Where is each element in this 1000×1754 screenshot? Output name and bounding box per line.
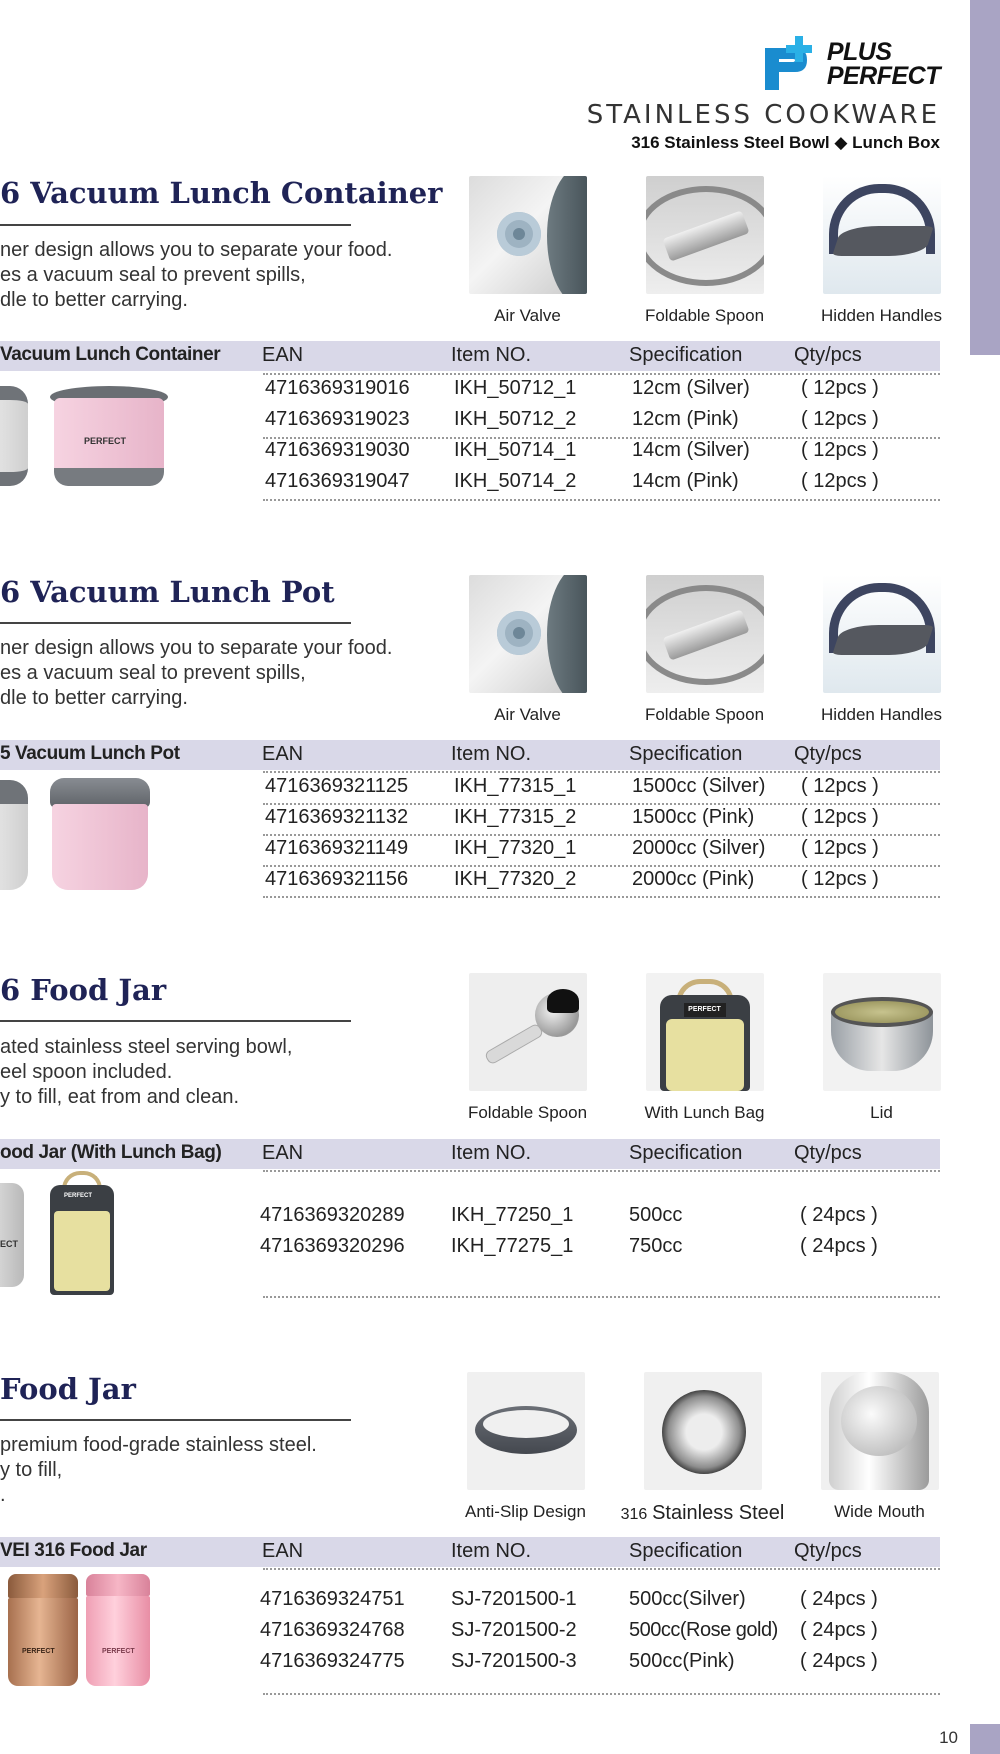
row-divider [263,1693,940,1695]
brand-logo [761,34,940,94]
feature-foldable-spoon [617,575,792,725]
cell-item: IKH_50714_1 [454,439,577,461]
stainless-steel-icon [644,1372,762,1490]
cell-item: IKH_50712_1 [454,377,577,399]
col-qty: Qty/pcs [794,743,862,765]
cell-ean: 4716369319047 [265,470,410,492]
feature-anti-slip [438,1372,613,1522]
feature-label [615,1502,790,1525]
table-row [263,436,940,467]
table-header [0,740,940,770]
section-description [0,238,392,313]
col-ean: EAN [262,1142,304,1164]
cell-qty: ( 24pcs ) [800,1619,878,1641]
cell-item: IKH_50712_2 [454,408,577,430]
foldable-spoon-icon [646,575,764,693]
page-title: STAINLESS COOKWARE [586,100,940,130]
air-valve-icon [469,575,587,693]
table-row [263,834,940,865]
desc-line: ner design allows you to separate your food. [0,239,393,261]
foldable-spoon-icon [646,176,764,294]
section-description [0,1035,292,1110]
cell-ean: 4716369320289 [260,1204,405,1226]
title-rule [0,224,351,226]
desc-line: y to fill, eat from and clean. [0,1086,240,1108]
cell-ean: 4716369320296 [260,1235,405,1257]
cell-spec: 2000cc (Silver) [632,837,766,859]
cell-spec: 500cc(Pink) [629,1650,735,1672]
product-photo-silver-container [0,386,28,486]
table-row [263,803,940,834]
section-description [0,636,392,711]
section-food-jar [0,973,950,1303]
desc-line: ner design allows you to separate your food. [0,637,393,659]
lunch-bag-icon [646,973,764,1091]
table-row [263,772,940,803]
cell-item: SJ-7201500-3 [451,1650,577,1672]
cell-ean: 4716369319016 [265,377,410,399]
cell-spec: 500cc(Rose gold) [629,1619,778,1641]
cell-spec: 500cc(Silver) [629,1588,746,1610]
cell-ean: 4716369324768 [260,1619,405,1641]
desc-line: es a vacuum seal to prevent spills, [0,662,306,684]
wide-mouth-icon [821,1372,939,1490]
feature-label: Anti-Slip Design [465,1502,586,1521]
row-divider [263,1568,940,1570]
row-divider [263,1170,940,1172]
cell-qty: ( 12pcs ) [801,439,879,461]
cell-item: IKH_50714_2 [454,470,577,492]
cell-item: IKH_77320_2 [454,868,577,890]
section-title: 6 Vacuum Lunch Pot [0,575,335,609]
cell-spec: 12cm (Silver) [632,377,750,399]
title-rule [0,622,351,624]
section-vacuum-lunch-container [0,176,950,506]
product-photo-steel-jar [0,1183,24,1287]
product-photo-pink-jar [86,1574,150,1686]
cell-ean: 4716369324775 [260,1650,405,1672]
cell-item: IKH_77250_1 [451,1204,574,1226]
col-product: 5 Vacuum Lunch Pot [0,743,180,764]
col-item: Item NO. [451,344,532,366]
cell-ean: 4716369321132 [265,806,409,828]
product-photo-silver-pot [0,780,28,890]
cell-spec: 2000cc (Pink) [632,868,755,890]
col-ean: EAN [262,743,304,765]
lid-icon [823,973,941,1091]
table-row [263,865,940,896]
section-vacuum-lunch-pot [0,575,950,905]
brand-name [827,40,940,88]
col-ean: EAN [262,1540,304,1562]
cell-item: IKH_77315_1 [454,775,577,797]
feature-label: Air Valve [494,306,561,325]
side-tab-bottom [970,1724,1000,1754]
jar-brand-label: PERFECT [22,1648,55,1655]
col-product: VEI 316 Food Jar [0,1540,147,1561]
section-description [0,1433,317,1508]
feature-316-stainless [615,1372,790,1525]
jar-brand-label: PERFECT [102,1648,135,1655]
row-divider [263,499,940,501]
cell-spec: 12cm (Pink) [632,408,739,430]
side-tab [970,0,1000,355]
cell-ean: 4716369319023 [265,408,410,430]
product-photo-lunch-bag [50,1171,114,1295]
col-qty: Qty/pcs [794,1540,862,1562]
cell-qty: ( 12pcs ) [801,806,879,828]
feature-foldable-spoon [617,176,792,326]
col-product: Vacuum Lunch Container [0,344,221,365]
desc-line: y to fill, [0,1459,63,1481]
desc-line: es a vacuum seal to prevent spills, [0,264,306,286]
brand-line-2: PERFECT [826,62,940,90]
cell-spec: 14cm (Pink) [632,470,739,492]
cell-qty: ( 24pcs ) [800,1204,878,1226]
feature-hidden-handles [794,575,969,725]
jar-brand-label: ECT [0,1239,18,1249]
feature-hidden-handles [794,176,969,326]
cell-qty: ( 12pcs ) [801,408,879,430]
row-divider [263,1296,940,1298]
desc-line: dle to better carrying. [0,687,188,709]
desc-line: . [0,1484,6,1506]
cell-ean: 4716369319030 [265,439,410,461]
col-spec: Specification [629,1142,743,1164]
feature-label: Foldable Spoon [467,1103,588,1122]
table-row [260,1232,937,1263]
foldable-spoon-icon [469,973,587,1091]
cell-qty: ( 12pcs ) [801,775,879,797]
hidden-handles-icon [823,575,941,693]
cell-item: IKH_77320_1 [454,837,577,859]
section-title: 6 Food Jar [0,973,167,1007]
cell-qty: ( 24pcs ) [800,1235,878,1257]
cell-qty: ( 12pcs ) [801,837,879,859]
table-row [260,1647,937,1678]
hidden-handles-icon [823,176,941,294]
col-product: ood Jar (With Lunch Bag) [0,1142,222,1163]
feature-label: Hidden Handles [821,705,942,724]
table-row [263,374,940,405]
section-title: Food Jar [0,1372,136,1406]
photo-brand-label: PERFECT [84,436,127,446]
title-rule [0,1419,351,1421]
cell-spec: 14cm (Silver) [632,439,750,461]
label-text: Stainless Steel [652,1502,785,1524]
col-spec: Specification [629,344,743,366]
feature-label: Lid [870,1103,893,1122]
col-qty: Qty/pcs [794,344,862,366]
section-316-food-jar [0,1372,950,1702]
col-item: Item NO. [451,743,532,765]
feature-air-valve [440,575,615,725]
feature-label: Air Valve [494,705,561,724]
cell-qty: ( 12pcs ) [801,470,879,492]
cell-ean: 4716369324751 [260,1588,405,1610]
feature-label: Foldable Spoon [644,705,765,724]
section-title: 6 Vacuum Lunch Container [0,176,443,210]
feature-lid [794,973,969,1123]
page-number: 10 [939,1728,958,1747]
cell-qty: ( 24pcs ) [800,1588,878,1610]
cell-item: SJ-7201500-1 [451,1588,577,1610]
col-spec: Specification [629,743,743,765]
plus-perfect-logo-icon [761,34,821,94]
brand-line-1: PLUS [826,38,892,66]
cell-qty: ( 24pcs ) [800,1650,878,1672]
label-prefix: 316 [620,1506,648,1523]
feature-lunch-bag [617,973,792,1123]
table-header [0,1537,940,1567]
cell-spec: 1500cc (Silver) [632,775,766,797]
col-qty: Qty/pcs [794,1142,862,1164]
table-row [260,1616,937,1647]
table-row [260,1201,937,1232]
feature-foldable-spoon [440,973,615,1123]
anti-slip-icon [467,1372,585,1490]
bag-brand-label: PERFECT [684,1003,726,1017]
feature-label: Wide Mouth [834,1502,925,1521]
col-spec: Specification [629,1540,743,1562]
cell-ean: 4716369321149 [265,837,409,859]
desc-line: dle to better carrying. [0,289,188,311]
air-valve-icon [469,176,587,294]
cell-item: IKH_77275_1 [451,1235,574,1257]
feature-wide-mouth [792,1372,967,1522]
cell-ean: 4716369321156 [265,868,409,890]
cell-qty: ( 12pcs ) [801,868,879,890]
feature-label: With Lunch Bag [644,1103,765,1122]
cell-ean: 4716369321125 [265,775,409,797]
table-header [0,1139,940,1169]
cell-spec: 500cc [629,1204,683,1226]
desc-line: ated stainless steel serving bowl, [0,1036,293,1058]
feature-label: Hidden Handles [821,306,942,325]
row-divider [263,896,940,898]
col-ean: EAN [262,344,304,366]
product-photo-rose-gold-jar [8,1574,78,1686]
desc-line: premium food-grade stainless steel. [0,1434,317,1456]
desc-line: eel spoon included. [0,1061,173,1083]
cell-qty: ( 12pcs ) [801,377,879,399]
col-item: Item NO. [451,1540,532,1562]
table-header [0,341,940,371]
col-item: Item NO. [451,1142,532,1164]
cell-spec: 1500cc (Pink) [632,806,755,828]
table-row [260,1585,937,1616]
cell-item: SJ-7201500-2 [451,1619,577,1641]
table-row [263,405,940,436]
product-photo-pink-container [50,386,168,490]
title-rule [0,1020,351,1022]
cell-item: IKH_77315_2 [454,806,577,828]
product-photo-pink-pot [50,778,150,890]
bag-brand-label: PERFECT [64,1193,93,1199]
cell-spec: 750cc [629,1235,683,1257]
page-subtitle: 316 Stainless Steel Bowl ◆ Lunch Box [631,133,940,152]
feature-label: Foldable Spoon [644,306,765,325]
feature-air-valve [440,176,615,326]
table-row [263,467,940,498]
